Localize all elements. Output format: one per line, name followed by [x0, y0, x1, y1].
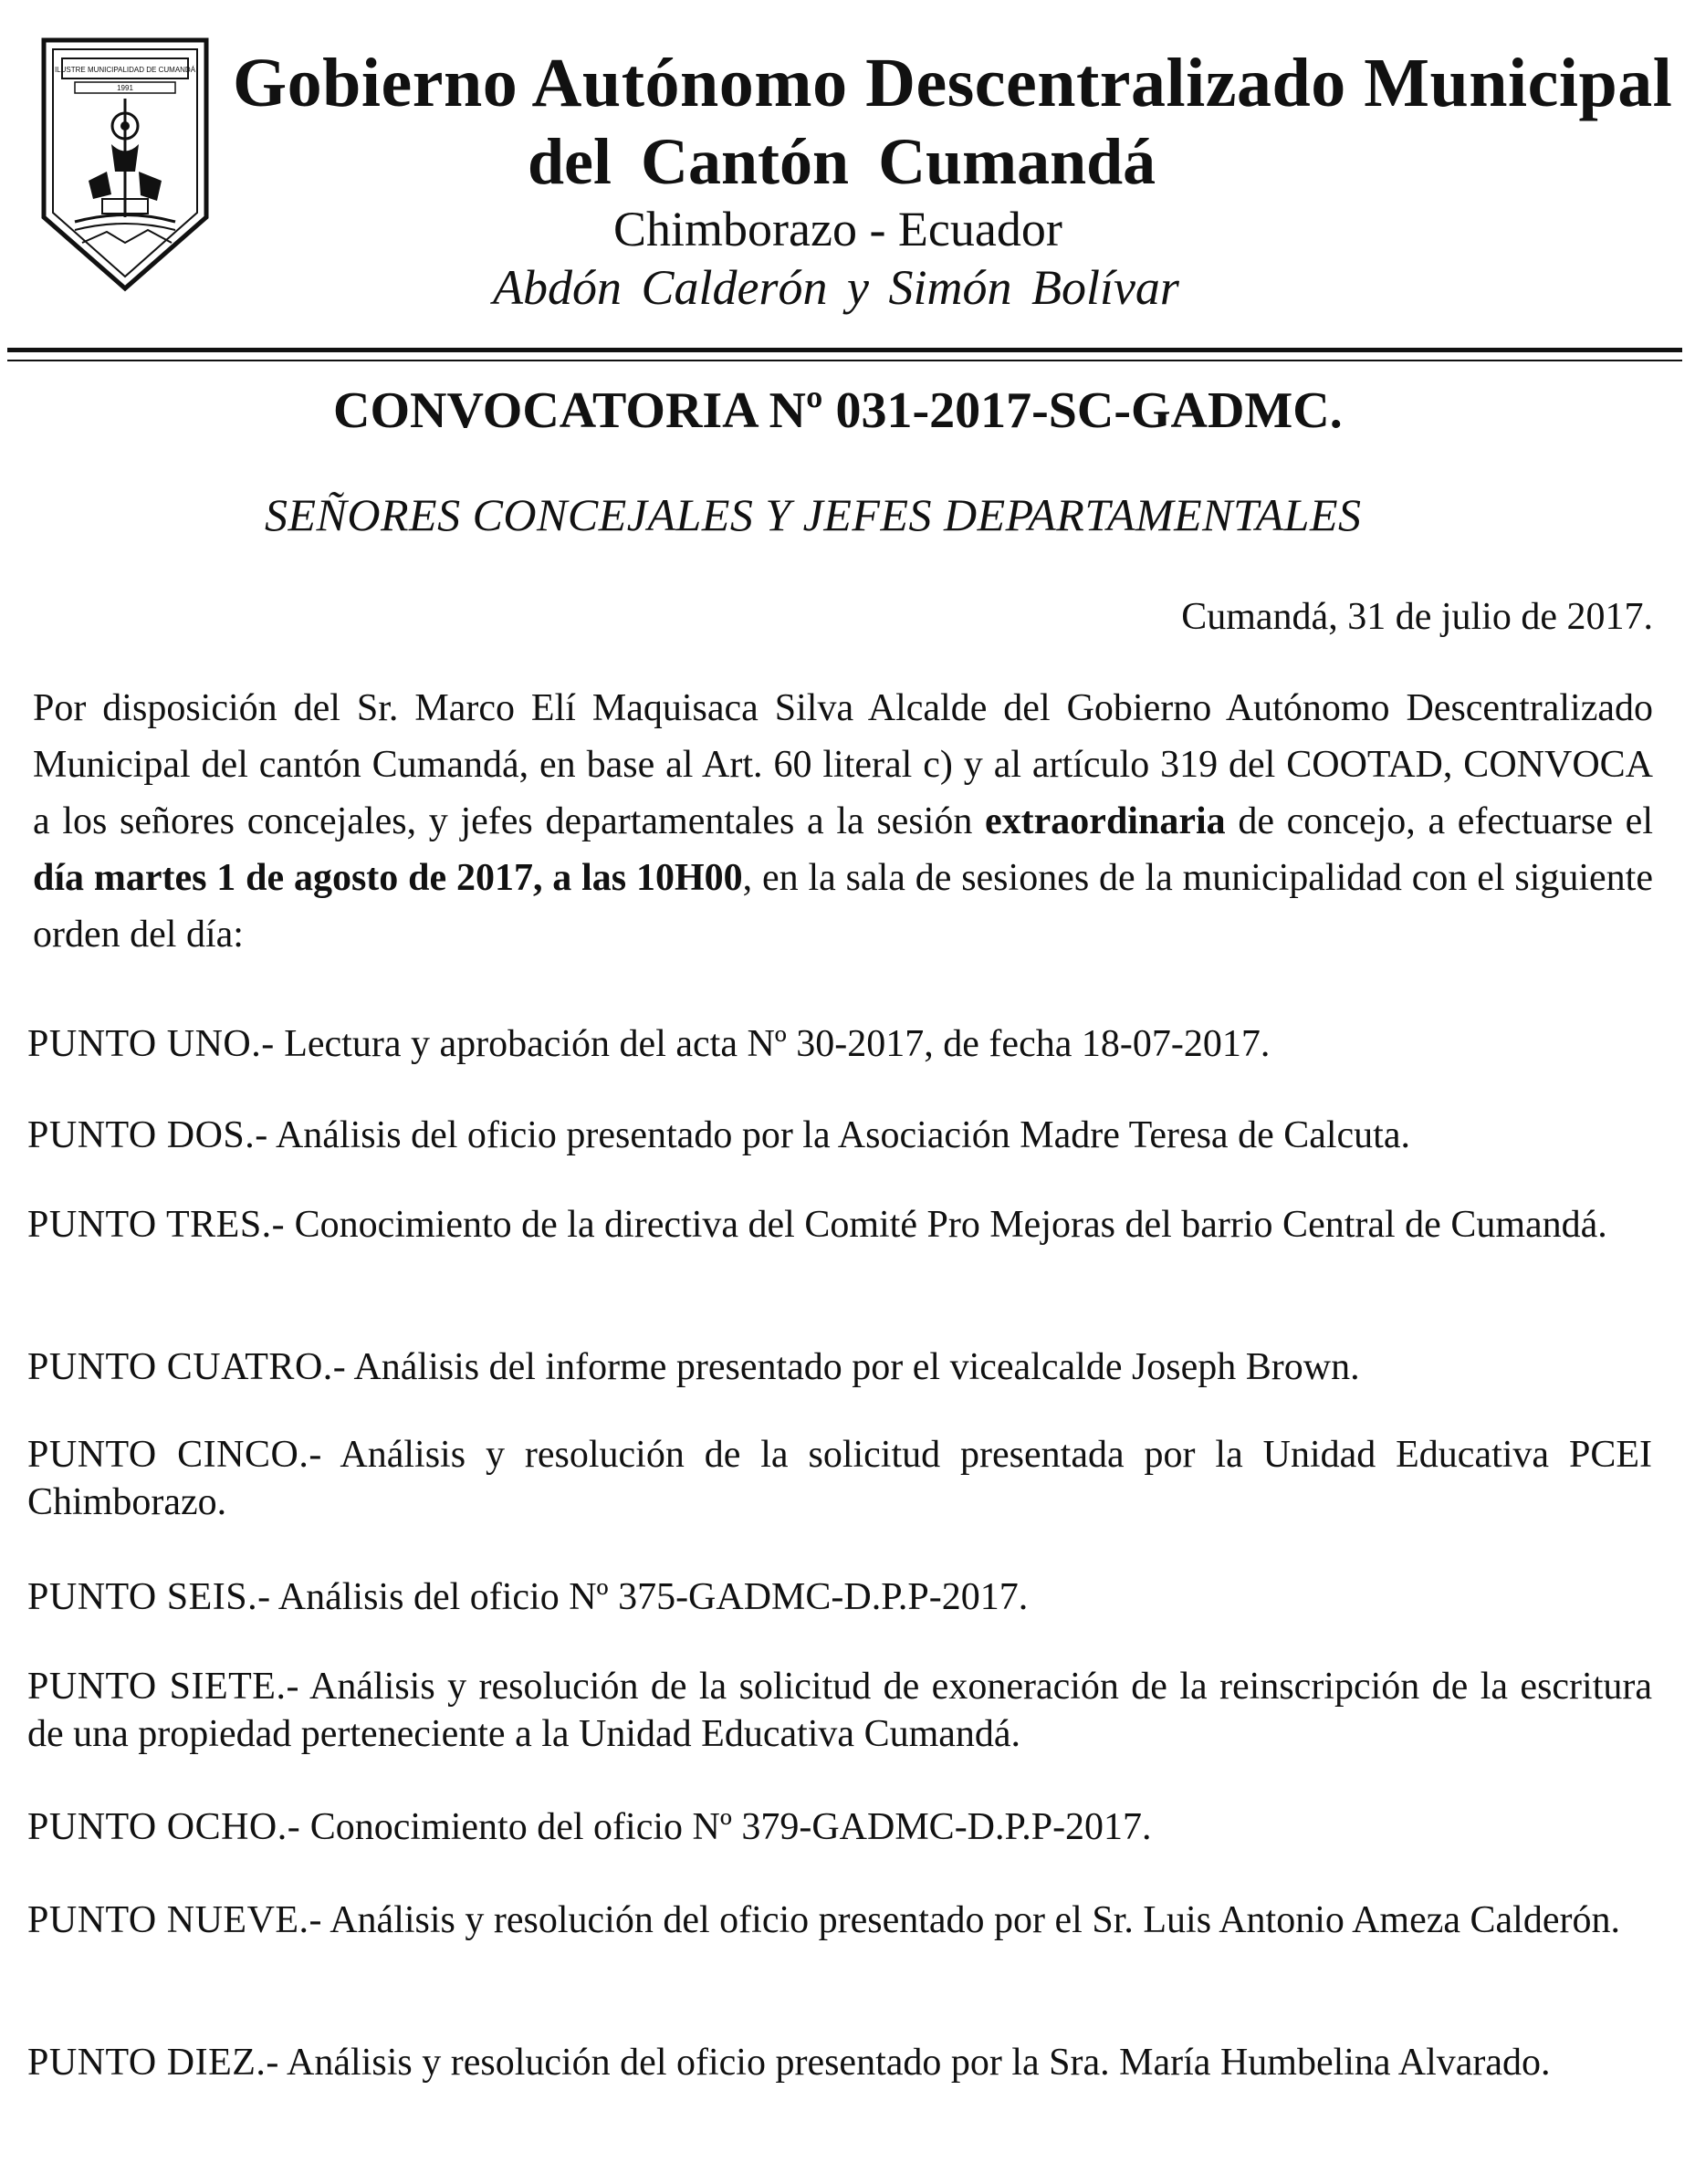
- agenda-item-8: [27, 1803, 1652, 1851]
- agenda-item-1: [27, 1020, 1652, 1068]
- svg-text:1991: 1991: [117, 84, 133, 92]
- agenda-item-label: PUNTO OCHO.-: [27, 1806, 301, 1848]
- agenda-item-label: PUNTO UNO.-: [27, 1023, 275, 1065]
- intro-text: Por disposición del Sr. Marco Elí Maquisaca Silva Alcalde del Gobierno Autónomo Descentralizado Municipal del cantón Cumandá, en base al Art. 60 literal c) y al artículo 319 del COOTAD, CONVOCA a los señores concejales, y jefes departamentales a la sesión: [33, 687, 1653, 842]
- agenda-item-4: [27, 1343, 1652, 1391]
- agenda-item-text: Análisis y resolución del oficio presentado por el Sr. Luis Antonio Ameza Calderón.: [322, 1899, 1620, 1941]
- agenda-item-text: Lectura y aprobación del acta Nº 30-2017, de fecha 18-07-2017.: [274, 1023, 1271, 1065]
- agenda-item-label: PUNTO SIETE.-: [27, 1666, 299, 1708]
- document-date: Cumandá, 31 de julio de 2017.: [1181, 596, 1653, 638]
- agenda-item-text: Conocimiento del oficio Nº 379-GADMC-D.P.P-2017.: [300, 1806, 1152, 1848]
- agenda-item-2: [27, 1112, 1652, 1159]
- municipal-seal-icon: [38, 35, 212, 295]
- agenda-item-5: [27, 1431, 1652, 1526]
- header-title-line1: Gobierno Autónomo Descentralizado Municipal: [233, 45, 1673, 121]
- agenda-item-3: [27, 1201, 1652, 1249]
- header-subtitle: Chimborazo - Ecuador: [613, 202, 1062, 256]
- session-datetime: día martes 1 de agosto de 2017, a las 10H00: [33, 857, 743, 899]
- agenda-item-label: PUNTO TRES.-: [27, 1204, 286, 1246]
- agenda-item-10: [27, 2039, 1652, 2086]
- agenda-item-text: Análisis del oficio presentado por la Asociación Madre Teresa de Calcuta.: [267, 1114, 1410, 1156]
- agenda-item-label: PUNTO CINCO.-: [27, 1434, 322, 1476]
- agenda-item-label: PUNTO DOS.-: [27, 1114, 268, 1156]
- addressee-line: SEÑORES CONCEJALES Y JEFES DEPARTAMENTALES: [265, 489, 1362, 540]
- agenda-item-label: PUNTO DIEZ.-: [27, 2042, 279, 2084]
- agenda-item-text: Análisis del oficio Nº 375-GADMC-D.P.P-2017.: [270, 1576, 1029, 1618]
- agenda-item-text: Análisis y resolución de la solicitud presentada por la Unidad Educativa PCEI Chimborazo.: [27, 1434, 1652, 1523]
- letterhead: [0, 0, 1695, 329]
- agenda-item-7: [27, 1663, 1652, 1758]
- session-type: extraordinaria: [985, 800, 1226, 842]
- agenda-item-6: [27, 1573, 1652, 1621]
- svg-text:ILUSTRE MUNICIPALIDAD DE CUMAN: ILUSTRE MUNICIPALIDAD DE CUMANDÁ: [54, 66, 196, 74]
- header-divider-thin: [7, 360, 1682, 361]
- intro-paragraph: [33, 680, 1653, 963]
- intro-text: de concejo, a efectuarse el: [1225, 800, 1653, 842]
- agenda-item-9: [27, 1897, 1652, 1944]
- convocatoria-title: CONVOCATORIA Nº 031-2017-SC-GADMC.: [333, 382, 1343, 439]
- agenda-item-text: Análisis y resolución del oficio presentado por la Sra. María Humbelina Alvarado.: [278, 2042, 1551, 2084]
- agenda-item-text: Conocimiento de la directiva del Comité Pro Mejoras del barrio Central de Cumandá.: [285, 1204, 1607, 1246]
- agenda-item-label: PUNTO NUEVE.-: [27, 1899, 323, 1941]
- agenda-item-text: Análisis y resolución de la solicitud de exoneración de la reinscripción de la escritura de una propiedad perteneciente a la Unidad Educativa Cumandá.: [27, 1666, 1653, 1755]
- agenda-item-label: PUNTO CUATRO.-: [27, 1346, 347, 1388]
- header-motto: Abdón Calderón y Simón Bolívar: [493, 260, 1179, 315]
- agenda-item-text: Análisis del informe presentado por el vicealcalde Joseph Brown.: [346, 1346, 1360, 1388]
- agenda-item-label: PUNTO SEIS.-: [27, 1576, 271, 1618]
- header-divider-thick: [7, 348, 1682, 352]
- header-title-line2: del Cantón Cumandá: [528, 125, 1156, 198]
- intro-text: , en la sala de sesiones de la municipalidad con el siguiente orden del día:: [33, 857, 1653, 956]
